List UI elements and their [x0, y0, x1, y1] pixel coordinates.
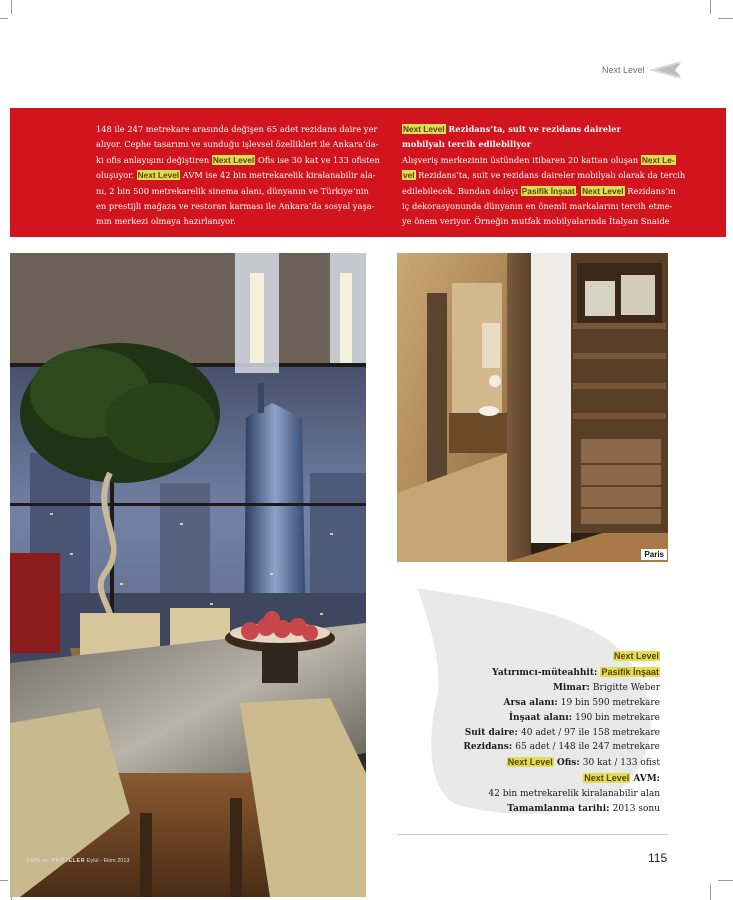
magazine-footer	[26, 858, 129, 864]
text-run: 65 adet / 148 ile 247 metrekare	[515, 742, 660, 753]
bold-text: AVM:	[630, 774, 660, 785]
crop-mark	[11, 0, 12, 14]
arrow-icon	[645, 60, 685, 80]
bold-text: İnşaat alanı:	[508, 712, 576, 723]
text-run: nı, 2 bin 500 metrekarelik sinema alanı, dünyanın ve Türkiye’nin	[96, 185, 369, 196]
text-run: AVM ise 42 bin metrekarelik kiralanabilir ala-	[180, 170, 376, 181]
text-line	[96, 184, 376, 199]
text-run: 148 ile 247 metrekare arasında değişen 65 adet rezidans daire yer	[96, 124, 378, 134]
text-line	[463, 755, 660, 771]
bold-text: Rezidans’ta, suit ve rezidans daireler	[445, 124, 621, 134]
text-line	[96, 153, 380, 168]
text-line	[463, 787, 660, 802]
bathroom-image	[397, 253, 668, 562]
highlighted-name: Pasifik İnşaat	[601, 666, 659, 677]
magazine-brand: YAPI ve PROJELER	[26, 858, 86, 864]
magazine-issue: Eylül - Ekim 2013	[86, 858, 130, 864]
highlighted-name: Next Level	[507, 757, 553, 768]
text-column-left	[96, 122, 380, 230]
text-run: oluşuyor.	[96, 170, 137, 181]
text-line	[463, 740, 660, 755]
bold-text: Yatırımcı-müteahhit:	[492, 667, 601, 678]
text-run: iç dekorasyonunda dünyanın en önemli markalarını tercih etme-	[402, 201, 673, 212]
crop-mark	[718, 880, 733, 881]
photo-caption: Paris	[641, 549, 667, 560]
bold-text: mobilyalı tercih edilebiliyor	[402, 139, 532, 150]
text-line	[463, 696, 660, 711]
bold-text: Rezidans:	[463, 742, 516, 753]
running-header	[575, 60, 685, 80]
section-tag: Next Level	[602, 65, 645, 75]
dining-room-image	[10, 253, 366, 897]
text-run: edilebilecek. Bundan dolayı	[402, 185, 521, 196]
bold-text: Ofis:	[553, 758, 583, 769]
crop-mark	[710, 0, 711, 14]
highlighted-name: Next Level	[212, 154, 255, 165]
text-run: mın merkezi olmaya hazırlanıyor.	[96, 216, 236, 227]
text-run: Brigitte Weber	[592, 682, 660, 693]
text-run: ki ofis anlayışını değiştiren	[96, 154, 212, 165]
project-info-box	[463, 649, 660, 817]
text-line	[96, 214, 376, 229]
bold-text: Mimar:	[552, 682, 593, 693]
dining-room-photo	[10, 253, 366, 897]
crop-mark	[718, 18, 733, 19]
text-run: alıyor. Cephe tasarımı ve sunduğu işlevsel özellikleri ile Ankara’da-	[96, 139, 379, 150]
text-line	[402, 214, 712, 229]
text-run: ,	[575, 185, 582, 196]
highlighted-name: Next Level	[403, 124, 445, 134]
text-run: Alışveriş merkezinin üstünden itibaren 20 kattan oluşan	[402, 154, 641, 165]
text-column-right	[402, 122, 712, 230]
highlighted-name: Next Level	[584, 773, 630, 784]
text-line	[96, 168, 376, 183]
text-run: Rezidans’ın	[624, 185, 676, 196]
footer-rule	[397, 834, 668, 835]
crop-mark	[710, 884, 711, 900]
body-text-band	[10, 108, 726, 237]
highlighted-name: Pasifik İnşaat	[521, 185, 575, 196]
text-line	[463, 681, 660, 696]
text-line	[402, 199, 712, 214]
highlighted-name: Next Level	[613, 651, 659, 661]
bold-text: Tamamlanma tarihi:	[507, 804, 613, 815]
text-run: ye önem veriyor. Örneğin mutfak mobilyalarında İtalyan Snaide	[402, 216, 670, 227]
text-line	[463, 665, 660, 681]
text-run: Ofis ise 30 kat ve 133 ofisten	[255, 154, 380, 165]
text-line	[463, 802, 660, 817]
text-run: 2013 sonu	[612, 804, 660, 815]
highlighted-name: Next Level	[137, 170, 180, 181]
text-line	[402, 184, 712, 199]
crop-mark	[0, 880, 8, 881]
text-line	[96, 137, 379, 152]
bold-text: Arsa alanı:	[503, 697, 561, 708]
page-number: 115	[648, 851, 668, 865]
text-line	[402, 122, 712, 137]
text-run: Rezidans’ta, suit ve rezidans daireler mobilyalı olarak da tercih	[415, 170, 686, 181]
highlighted-name: Next Level	[582, 185, 624, 196]
highlighted-name: Next Le-	[641, 154, 675, 165]
text-run: 40 adet / 97 ile 158 metrekare	[521, 727, 660, 738]
text-line	[96, 122, 376, 137]
bold-text: Suit daire:	[464, 727, 521, 738]
text-run: 30 kat / 133 ofist	[582, 758, 660, 769]
text-line	[463, 711, 660, 726]
text-line	[402, 137, 712, 152]
text-run: 42 bin metrekarelik kiralanabilir alan	[488, 789, 660, 800]
text-line	[463, 771, 660, 787]
highlighted-name: vel	[403, 170, 415, 181]
crop-mark	[0, 18, 8, 19]
text-line	[463, 649, 660, 665]
text-line	[96, 199, 376, 214]
bathroom-photo	[397, 253, 668, 562]
text-line	[402, 168, 712, 183]
text-line	[463, 726, 660, 741]
text-run: en prestijli mağaza ve restoran karması ile Ankara’da sosyal yaşa-	[96, 201, 375, 212]
text-run: 190 bin metrekare	[575, 712, 660, 723]
text-line	[402, 153, 712, 168]
text-run: 19 bin 590 metrekare	[560, 697, 660, 708]
